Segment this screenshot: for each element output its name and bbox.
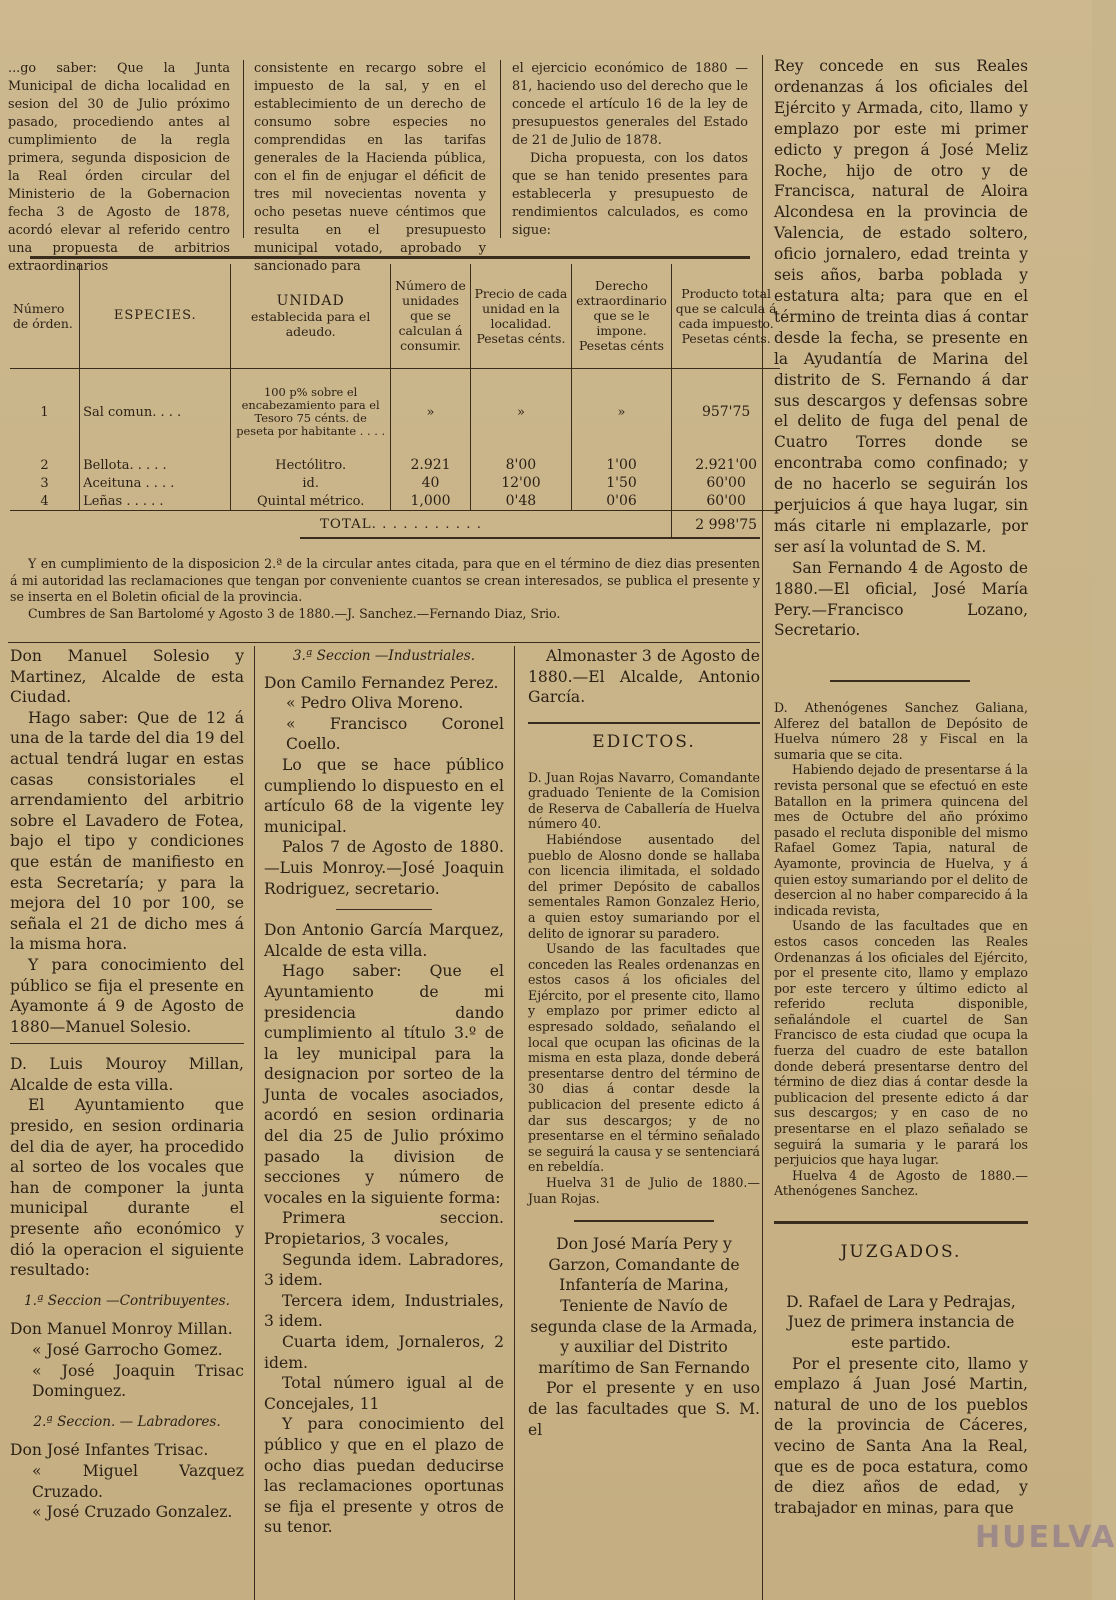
row-num: 40 [390, 474, 470, 492]
separator [830, 680, 970, 682]
row-derecho: 1'00 [571, 456, 672, 474]
column-rule [514, 646, 515, 1600]
col2-s3-2: « Pedro Oliva Moreno. [286, 694, 464, 713]
table-header-row [10, 264, 780, 368]
column-2 [264, 646, 504, 1538]
top-text-2: consistente en recargo sobre el impuesto de la sal, y en el establecimiento de un derecho de consumo sobre especies no comprendidas en las tarifas generales de la Hacienda pública, con el fin de enjugar el déficit de tres mil novecientas noventa y ocho pesetas nueve céntimos que resulta en el presupuesto municipal votado, aprobado y sancionado para [254, 61, 486, 274]
table-bottom-rule [300, 537, 760, 539]
total-value: 2 998'75 [672, 511, 780, 539]
row-unidad: id. [231, 474, 390, 492]
header-precio-text: Precio de cada unidad en la localidad. [474, 285, 568, 331]
header-derecho-unit: Pesetas cénts [578, 338, 665, 354]
row-precio: 12'00 [471, 474, 572, 492]
col2-p2: Hago saber: Que el Ayuntamiento de mi presidencia dando cumplimiento al título 3.º de la ley municipal para la designacion por sorteo de la Junta de vocales asociados, acordó en sesion ordinaria del dia 25 de Julio próximo pasado la division de secciones y número de vocales en la siguiente forma: [264, 962, 504, 1207]
header-unidad-title: UNIDAD [276, 292, 345, 309]
row-especie: Sal comun. . . . [80, 368, 231, 456]
col2-head2: Don Antonio García Marquez, Alcalde de esta villa. [264, 921, 504, 960]
column-4 [774, 700, 1028, 1518]
col1-p1: Hago saber: Que de 12 á una de la tarde del dia 19 del actual tendrá lugar en estas casas consistoriales el arrendamiento del arbitrio sobre el Lavadero de Fotea, bajo el tipo y condiciones que están de manifiesto en esta Secretaría; y para la mejora del 10 por 100, se señala el 21 de dicho mes á la misma hora. [10, 708, 244, 954]
table-row [10, 456, 780, 474]
top-text-3a: el ejercicio económico de 1880 — 81, haciendo uso del derecho que le concede el artículo 16 de la ley de presupuestos generales del Estado de 21 de Julio de 1878. [512, 61, 748, 148]
col4-p3: Por el presente cito, llamo y emplazo á Juan José Martin, natural de uno de los pueblos de la provincia de Cáceres, vecino de Santa Ana la Real, que es de poca estatura, como de diez años de edad, y trabajador en minas, para que [774, 1354, 1028, 1517]
col4-p2: Usando de las facultades que en estos casos conceden las Reales Ordenanzas á los oficiales del Ejército, por el presente cito, llamo y emplazo por este tercero y último edicto al referido recluta disponible, señalándole el cuartel de San Francisco de esta ciudad que ocupa la fuerza del cuadro de este batallon donde deberá presentarse dentro del término de diez dias á contar desde la publicacion del presente edicto á dar sus descargos; y en caso de no presentarse en el plazo señalado se seguirá la sumaria y le parará los perjuicios que haya lugar. [774, 918, 1028, 1168]
row-derecho: 1'50 [571, 474, 672, 492]
col4-head1: D. Athenógenes Sanchez Galiana, Alferez del batallon de Depósito de Huelva número 28 y Fiscal en la sumaria que se cita. [774, 700, 1028, 762]
top-text-1: ...go saber: Que la Junta Municipal de dicha localidad en sesion del 30 de Julio próximo pasado, procediendo antes al cumplimiento de la regla primera, segunda disposicion de la Real órden circular del Ministerio de la Gobernacion fecha 3 de Agosto de 1878, acordó elevar al referido centro una propuesta de arbitrios extraordinarios [8, 61, 230, 274]
column-rule [243, 60, 244, 238]
col2-l5: Total número igual al de Concejales, 11 [264, 1374, 504, 1413]
col4-p1: Habiendo dejado de presentarse á la revista personal que se efectuó en este Batallon en la primera quincena del mes de Octubre del año próximo pasado el recluta disponible del mismo Rafael Gomez Tapia, natural de Ayamonte, provincia de Huelva, y á quien estoy sumariando por el delito de desercion al no haber comparecido á la indicada revista, [774, 762, 1028, 918]
col3-p1: Habiéndose ausentado del pueblo de Alosno donde se hallaba con licencia ilimitada, el soldado del primer Depósito de caballos sementales Ramon Gonzalez Herio, a quien estoy sumariando por el delito de ignorar su paradero. [528, 831, 760, 941]
row-number: 4 [40, 493, 49, 509]
row-number: 1 [40, 404, 49, 420]
watermark-logo: HUELVA [975, 1520, 1116, 1555]
separator [10, 1043, 244, 1044]
col4-sig1: Huelva 4 de Agosto de 1880.— Athenógenes Sanchez. [774, 1167, 1028, 1199]
row-precio: » [471, 368, 572, 456]
row-especie: Leñas . . . . . [80, 492, 231, 511]
col2-sec3: 3.ª Seccion —Industriales. [292, 648, 476, 664]
table-row [10, 492, 780, 511]
col2-l3: Tercera idem, Industriales, 3 idem. [264, 1291, 504, 1331]
col1-sec2: 2.ª Seccion. — Labradores. [33, 1413, 221, 1430]
header-derecho [571, 264, 672, 368]
top-column-3 [512, 60, 748, 240]
col1-s2-1: Don José Infantes Trisac. [10, 1441, 209, 1460]
column-rule [254, 646, 255, 1600]
row-producto: 2.921'00 [672, 456, 780, 474]
col1-sec1: 1.ª Seccion —Contribuyentes. [24, 1292, 230, 1309]
after-table-block [10, 556, 760, 622]
col1-s2-2: « Miguel Vazquez Cruzado. [32, 1461, 244, 1501]
header-derecho-text: Derecho extraordinario que se le impone. [576, 278, 667, 339]
header-producto [672, 264, 780, 368]
total-label: TOTAL. . . . . . . . . . . [320, 517, 483, 533]
col2-s3-1: Don Camilo Fernandez Perez. [264, 673, 499, 692]
header-numero: Número de órden. [13, 300, 73, 331]
row-producto: 60'00 [672, 492, 780, 511]
row-num: 2.921 [390, 456, 470, 474]
col3-title: EDICTOS. [592, 731, 696, 752]
col2-l4: Cuarta idem, Jornaleros, 2 idem. [264, 1333, 504, 1372]
row-num: » [390, 368, 470, 456]
col3-sig1: Huelva 31 de Julio de 1880.— Juan Rojas. [528, 1175, 760, 1206]
row-precio: 0'48 [471, 492, 572, 511]
col3-head2: Don José María Pery y Garzon, Comandante de Infantería de Marina, Teniente de Navío de segunda clase de la Armada, y auxiliar del Distrito marítimo de San Fernando [530, 1235, 758, 1377]
row-number: 2 [40, 457, 49, 473]
col2-l2: Segunda idem. Labradores, 3 idem. [264, 1250, 504, 1290]
row-especie: Bellota. . . . . [80, 456, 231, 474]
header-unidad [231, 264, 390, 368]
row-unidad: Quintal métrico. [231, 492, 390, 511]
column-3 [528, 646, 760, 1440]
right-top-column [774, 56, 1028, 641]
row-unidad: Hectólitro. [231, 456, 390, 474]
after-table-signature: Cumbres de San Bartolomé y Agosto 3 de 1880.—J. Sanchez.—Fernando Diaz, Srio. [28, 605, 561, 621]
col2-l1: Primera seccion. Propietarios, 3 vocales, [264, 1209, 504, 1249]
column-rule [500, 60, 501, 238]
col2-sig1: Palos 7 de Agosto de 1880. —Luis Monroy.—José Joaquin Rodriguez, secretario. [264, 838, 504, 898]
row-number: 3 [40, 475, 49, 491]
row-derecho: » [571, 368, 672, 456]
header-precio [471, 264, 572, 368]
header-precio-unit: Pesetas cénts. [476, 330, 566, 346]
separator [336, 909, 432, 910]
table-row [10, 474, 780, 492]
col4-title: JUZGADOS. [840, 1242, 962, 1262]
col1-p3: El Ayuntamiento que presido, en sesion ordinaria del dia de ayer, ha procedido al sorteo de los vocales que han de componer la junta municipal durante el presente año económico y dió la operacion el siguiente resultado: [10, 1096, 244, 1280]
col2-p3: Y para conocimiento del público y que en el plazo de ocho dias puedan deducirse las reclamaciones oportunas se fija el presente y otros de su tenor. [264, 1415, 504, 1537]
col3-head1: D. Juan Rojas Navarro, Comandante graduado Teniente de la Comision de Reserva de Caballería de Huelva número 40. [528, 769, 760, 832]
top-column-2 [254, 60, 486, 276]
col1-p2: Y para conocimiento del público se fija el presente en Ayamonte á 9 de Agosto de 1880—Manuel Solesio. [10, 955, 244, 1036]
row-derecho: 0'06 [571, 492, 672, 511]
right-top-signature: San Fernando 4 de Agosto de 1880.—El oficial, José María Pery.—Francisco Lozano, Secretario. [774, 558, 1028, 640]
col3-p2: Usando de las facultades que conceden las Reales ordenanzas en estos casos á los oficiales del Ejército, por el presente cito, llamo y emplazo por primer edicto al espresado soldado, señalando el local que ocupan las oficinas de la misma en esta plaza, donde deberá presentarse dentro del término de 30 dias á contar desde la publicacion del presente edicto á dar sus descargos; y de no presentarse en el término señalado se seguirá la causa y se sentenciará en rebeldía. [528, 941, 760, 1175]
column-1 [10, 646, 244, 1523]
table-row [10, 368, 780, 456]
row-unidad: 100 p% sobre el encabezamiento para el Tesoro 75 cénts. de peseta por habitante . . . . [231, 368, 390, 456]
col3-sig0: Almonaster 3 de Agosto de 1880.—El Alcalde, Antonio García. [528, 647, 760, 707]
col3-p3: Por el presente y en uso de las facultades que S. M. el [528, 1379, 760, 1439]
header-num-unidades: Número de unidades que se calculan á consumir. [390, 264, 470, 368]
top-text-3b: Dicha propuesta, con los datos que se han tenido presentes para establecerla y presupuesto de rendimientos calculados, es como sigue: [512, 151, 748, 238]
col1-s2-3: « José Cruzado Gonzalez. [32, 1503, 233, 1522]
row-especie: Aceituna . . . . [80, 474, 231, 492]
col1-s1-1: Don Manuel Monroy Millan. [10, 1320, 233, 1339]
col1-s1-2: « José Garrocho Gomez. [32, 1341, 223, 1359]
row-producto: 957'75 [672, 368, 780, 456]
col2-p1: Lo que se hace público cumpliendo lo dispuesto en el artículo 68 de la vigente ley municipal. [264, 755, 504, 836]
col1-head1: Don Manuel Solesio y Martinez, Alcalde de esta Ciudad. [10, 647, 244, 707]
section-rule [8, 642, 760, 643]
separator [774, 1221, 1028, 1224]
header-unidad-sub: establecida para el adeudo. [251, 308, 371, 339]
header-producto-unit: Pesetas cénts. [681, 330, 771, 346]
separator [574, 1220, 713, 1222]
col1-s1-3: « José Joaquin Trisac Dominguez. [32, 1361, 244, 1401]
header-especies: ESPECIES. [80, 264, 231, 368]
right-top-text: Rey concede en sus Reales ordenanzas á los oficiales del Ejército y Armada, cito, llamo y emplazo por este mi primer edicto y pregon á José Meliz Roche, hijo de otro y de Francisca, natural de Aloira Alcondesa en la provincia de Valencia, de estado soltero, oficio jornalero, edad treinta y seis años, barba poblada y estatura alta; para que en el término de treinta dias á contar desde la fecha, se presente en la Ayudantía de Marina del distrito de S. Fernando á dar sus descargos y defensas sobre el delito de fuga del penal de Cuatro Torres donde se encontraba como confinado; y de no hacerlo se seguirán los perjuicios á que haya lugar, sin más citarle ni emplazarle, por ser así la voluntad de S. M. [774, 57, 1028, 556]
separator [528, 722, 760, 724]
col4-head2: D. Rafael de Lara y Pedrajas, Juez de primera instancia de este partido. [786, 1292, 1016, 1352]
table-total-row [10, 511, 780, 539]
top-column-1 [8, 60, 230, 276]
row-precio: 8'00 [471, 456, 572, 474]
col1-head2: D. Luis Mouroy Millan, Alcalde de esta villa. [10, 1055, 244, 1094]
row-producto: 60'00 [672, 474, 780, 492]
after-table-text: Y en cumplimiento de la disposicion 2.ª de la circular antes citada, para que en el término de diez dias presenten á mi autoridad las reclamaciones que tengan por conveniente cuantos se crean interesados, se publica el presente y se inserta en el Boletin oficial de la provincia. [10, 556, 760, 605]
col2-s3-3: « Francisco Coronel Coello. [286, 714, 504, 754]
header-producto-text: Producto total que se calcula á cada impuesto. [675, 285, 777, 331]
table-top-rule [30, 256, 750, 259]
tax-table [10, 264, 780, 539]
row-num: 1,000 [390, 492, 470, 511]
